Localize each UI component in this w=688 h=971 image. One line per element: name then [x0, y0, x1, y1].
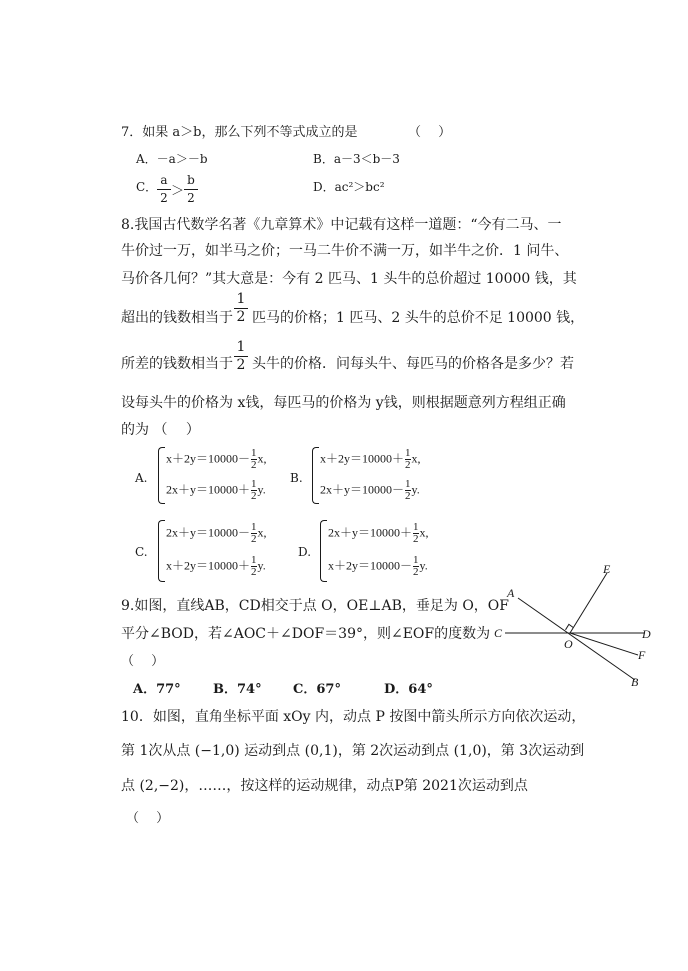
- ray-oe: [570, 573, 607, 633]
- label-b: B: [631, 675, 639, 689]
- label-e: E: [603, 562, 611, 576]
- q8-half-fraction-2: 1 2: [234, 340, 248, 373]
- q9-answer-blank: （ ）: [121, 654, 165, 669]
- q9-line-1: 9.如图，直线AB，CD相交于点 O，OE⊥AB，垂足为 O，OF: [121, 598, 509, 614]
- q8-option-a-eq-1: x＋2y＝10000－ $\frac{1}{2}$ x,: [166, 447, 267, 471]
- q9-option-c: C．67°: [293, 682, 341, 697]
- q8-option-b-label: B.: [290, 471, 303, 485]
- q7-option-b: B．a－3＜b－3: [313, 152, 400, 166]
- q8-option-c-eq-2: x＋2y＝10000＋ $\frac{1}{2}$ y.: [166, 554, 266, 578]
- q9-option-a: A．77°: [133, 682, 181, 697]
- label-d: D: [642, 627, 651, 641]
- label-f: F: [638, 648, 646, 662]
- q8-option-d-brace: [320, 520, 327, 582]
- q7-option-c-fraction-a: a 2: [157, 173, 171, 206]
- q8-option-c-eq-1: 2x＋y＝10000－ $\frac{1}{2}$ x,: [166, 521, 267, 545]
- q8-option-b-brace: [312, 447, 319, 504]
- q8-option-b-eq-2: 2x＋y＝10000－ $\frac{1}{2}$ y.: [320, 478, 420, 502]
- q8-option-a-brace: [158, 447, 165, 504]
- label-a: A: [507, 586, 515, 600]
- q9-geometry-figure: [490, 560, 660, 690]
- label-o: O: [564, 637, 573, 651]
- q8-line-4a: 超出的钱数相当于: [121, 310, 233, 326]
- q8-option-c-label: C.: [135, 545, 148, 559]
- q8-line-7: 的为 （ ）: [121, 422, 200, 438]
- q10-line-1: 10．如图，直角坐标平面 xOy 内，动点 P 按图中箭头所示方向依次运动，: [121, 709, 586, 725]
- q8-line-3: 马价各几何？”其大意是：今有 2 匹马、1 头牛的总价超过 10000 钱，其: [121, 271, 577, 287]
- q8-line-5a: 所差的钱数相当于: [121, 356, 233, 372]
- q8-half-fraction-1: 1 2: [234, 292, 248, 325]
- q9-option-b: B．74°: [213, 682, 262, 697]
- q7-option-c-label: C．: [136, 180, 158, 194]
- q10-line-3: 点 (2,−2)，……，按这样的运动规律，动点P第 2021次运动到点: [121, 778, 528, 794]
- q9-line-2: 平分∠BOD，若∠AOC＋∠DOF＝39°，则∠EOF的度数为: [121, 626, 491, 642]
- q7-option-c-relation: ＞: [171, 184, 185, 199]
- label-c: C: [494, 626, 503, 640]
- q7-option-c-fraction-b: b 2: [184, 173, 198, 206]
- q8-option-d-label: D.: [298, 545, 312, 559]
- q10-line-2: 第 1次从点 (−1,0) 运动到点 (0,1)，第 2次运动到点 (1,0)，第 3次运动到: [121, 743, 585, 759]
- q8-line-6: 设每头牛的价格为 x钱，每匹马的价格为 y钱，则根据题意列方程组正确: [121, 395, 566, 411]
- line-ab: [518, 598, 635, 680]
- q9-option-d: D．64°: [384, 682, 433, 697]
- q7-option-d: D．ac²＞bc²: [313, 180, 385, 194]
- q8-option-c-brace: [158, 520, 165, 582]
- q8-option-a-label: A.: [135, 471, 148, 485]
- q8-line-1: 8.我国古代数学名著《九章算术》中记载有这样一道题：“今有二马、一: [121, 217, 562, 233]
- q8-option-d-eq-1: 2x＋y＝10000＋ $\frac{1}{2}$ x,: [328, 521, 429, 545]
- ray-of: [570, 633, 638, 655]
- q8-line-4b: 匹马的价格；1 匹马、2 头牛的总价不足 10000 钱，: [252, 310, 585, 326]
- q10-answer-blank: （ ）: [126, 811, 170, 826]
- q8-line-5b: 头牛的价格．问每头牛、每匹马的价格各是多少？若: [252, 356, 574, 372]
- q7-stem: 7．如果 a＞b，那么下列不等式成立的是: [121, 125, 358, 140]
- q8-option-a-eq-2: 2x＋y＝10000＋ $\frac{1}{2}$ y.: [166, 478, 266, 502]
- q8-line-2: 牛价过一万，如半马之价；一马二牛价不满一万，如半牛之价．1 问牛、: [121, 243, 569, 259]
- q7-option-a: A．－a＞－b: [136, 152, 208, 166]
- q8-option-b-eq-1: x＋2y＝10000＋ $\frac{1}{2}$ x,: [320, 447, 421, 471]
- q7-answer-blank: （ ）: [408, 125, 452, 140]
- q8-option-d-eq-2: x＋2y＝10000－ $\frac{1}{2}$ y.: [328, 554, 428, 578]
